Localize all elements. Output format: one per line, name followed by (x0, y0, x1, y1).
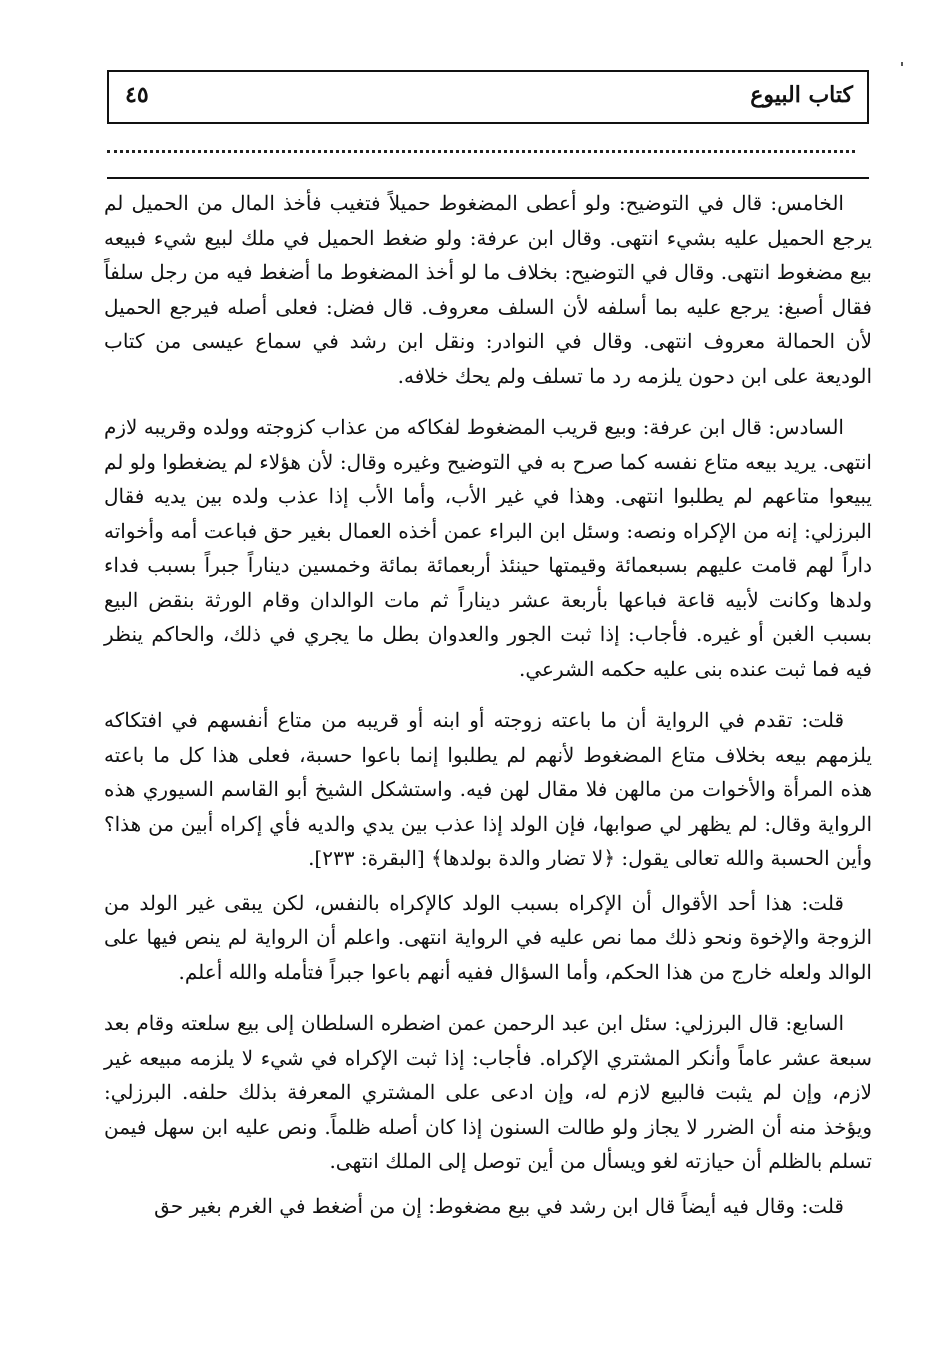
body-text (104, 186, 872, 1240)
solid-separator (107, 177, 869, 179)
paragraph-commentary-1: قلت: تقدم في الرواية أن ما باعته زوجته أو ابنه أو قريبه من متاع أنفسهم في افتكاكه يلزمهم بيعه بخلاف متاع المضغوط لأنهم لم يطلبوا إنما باعوا حسبة، فعلى هذا كل ما باعته هذه المرأة والأخوات من مالهن فلا مقال لهن فيه. واستشكل الشيخ أبو القاسم السيوري هذه الرواية وقال: لم يظهر لي صوابها، فإن الولد إذا عذب بين يدي والديه فأي إكراه أبين من هذا؟ وأين الحسبة والله تعالى يقول: ﴿لا تضار والدة بولدها﴾ [البقرة: ٢٣٣]. (104, 708, 873, 870)
book-title: كتاب البيوع (750, 82, 853, 108)
paragraph-sixth: السادس: قال ابن عرفة: وبيع قريب المضغوط لفكاكه من عذاب كزوجته وولده وقريبه لازم انتهى. يريد بيعه متاع نفسه كما صرح به في التوضيح وغيره وقال: لأن هؤلاء لم يضغطوا ولو لم يبيعوا متاعهم لم يطلبوا انتهى. وهذا في غير الأب، وأما الأب إذا عذب ولده بين يديه فقال البرزلي: إنه من الإكراه ونصه: وسئل ابن البراء عمن أخذه العمال بغير حق فباعت أمه وأخواته داراً لهم قامت عليهم بسبعمائة وقيمتها حينئذ أربعمائة بمائة وخمسين ديناراً جبراً بسبب فداء ولدها وكانت لأبيه قاعة فباعها بأربعة عشر ديناراً ثم مات الوالدان وقام الورثة بنقض البيع بسبب الغبن أو غيره. فأجاب: إذا ثبت الجور والعدوان بطل ما يجري في ذلك، والحاكم ينظر فيه فما ثبت عنده بنى عليه حكمه الشرعي. (104, 415, 872, 681)
margin-mark (901, 62, 903, 66)
paragraph-commentary-2: قلت: هذا أحد الأقوال أن الإكراه بسبب الولد كالإكراه بالنفس، لكن يبقى غير الولد من الزوجة والإخوة ونحو ذلك مما نص عليه في الرواية انتهى. واعلم أن الرواية لم ينص فيها على الوالد ولعله خارج من هذا الحكم، وأما السؤال ففيه أنهم باعوا جبراً فتأمله والله أعلم. (104, 890, 872, 984)
paragraph-commentary-3: قلت: وقال فيه أيضاً قال ابن رشد في بيع مضغوط: إن من أضغط في الغرم بغير حق (154, 1193, 844, 1218)
dotted-separator (107, 150, 855, 153)
page-number: ٤٥ (125, 82, 149, 108)
running-header (107, 70, 869, 124)
paragraph-seventh: السابع: قال البرزلي: سئل ابن عبد الرحمن عمن اضطره السلطان إلى بيع سلعته وقام بعد سبعة عشر عاماً وأنكر المشتري الإكراه. فأجاب: إذا ثبت الإكراه في شيء لا يلزمه مبيعه غير لازم، وإن لم يثبت فالبيع لازم له، وإن ادعى على المشتري المعرفة بذلك حلفه. البرزلي: ويؤخذ منه أن الضرر لا يجاز ولو طالت السنون إذا كان أصله ظلماً. ونص عليه ابن سهل فيمن تسلم بالظلم أن حيازته لغو ويسأل من أين توصل إلى الملك انتهى. (104, 1011, 872, 1173)
paragraph-fifth: الخامس: قال في التوضيح: ولو أعطى المضغوط حميلاً فتغيب فأخذ المال من الحميل لم يرجع الحميل عليه بشيء انتهى. وقال ابن عرفة: ولو ضغط الحميل في ملك لبيع شيء فبيعه بيع مضغوط انتهى. وقال في التوضيح: بخلاف ما لو أخذ المضغوط ما أضغط فيه من رجل سلفاً فقال أصبغ: يرجع عليه بما أسلفه لأن السلف معروف. قال فضل: فعلى أصله فيرجع الحميل لأن الحمالة معروف انتهى. وقال في النوادر: ونقل ابن رشد في سماع عيسى من كتاب الوديعة على ابن دحون يلزمه رد ما تسلف ولم يحك خلافه. (104, 191, 872, 388)
